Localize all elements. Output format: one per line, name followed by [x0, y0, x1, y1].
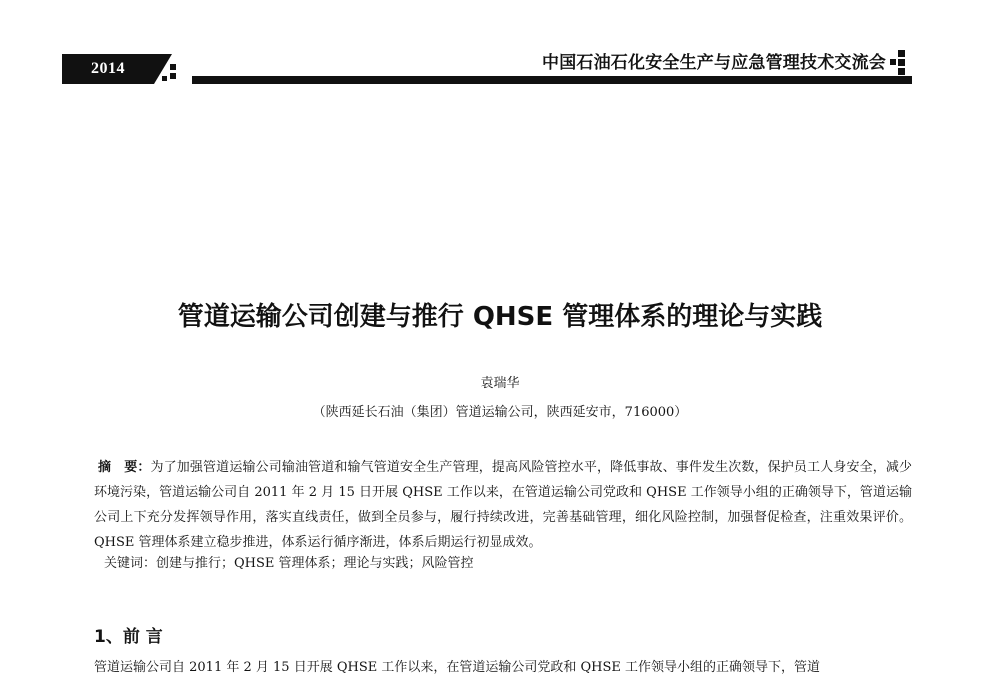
author-name: 袁瑞华 [480, 376, 520, 391]
page-header [62, 48, 912, 84]
header-decoration [154, 54, 192, 84]
keywords: 关键词：创建与推行；QHSE 管理体系；理论与实践；风险管控 [104, 556, 474, 571]
body-paragraph: 管道运输公司自 2011 年 2 月 15 日开展 QHSE 工作以来，在管道运输公司党政和 QHSE 工作领导小组的正确领导下，管道 [94, 660, 821, 675]
header-rule [192, 76, 912, 84]
abstract-text: 为了加强管道运输公司输油管道和输气管道安全生产管理，提高风险管控水平，降低事故、事件发生次数，保护员工人身安全，减少环境污染，管道运输公司自 2011 年 2 月 15 日开展 QHSE 工作以来，在管道运输公司党政和 QHSE 工作领导小组的正确领导下，管道运输公司上下充分发挥领导作用，落实直线责任，做到全员参与，履行持续改进，完善基础管理，细化风险控制，加强督促检查，注重效果评价。QHSE 管理体系建立稳步推进，体系运行循序渐进，体系后期运行初显成效。 [94, 460, 912, 550]
section-heading-introduction: 1、前 言 [94, 627, 163, 647]
author-affiliation: （陕西延长石油（集团）管道运输公司，陕西延安市，716000） [312, 405, 688, 420]
paper-title: 管道运输公司创建与推行 QHSE 管理体系的理论与实践 [177, 302, 823, 332]
abstract-label: 摘 要： [98, 460, 151, 475]
header-square-mark [890, 50, 912, 72]
year-badge [62, 54, 154, 84]
year-label: 2014 [91, 60, 125, 77]
conference-title: 中国石油石化安全生产与应急管理技术交流会 [542, 53, 886, 73]
abstract [94, 455, 912, 555]
